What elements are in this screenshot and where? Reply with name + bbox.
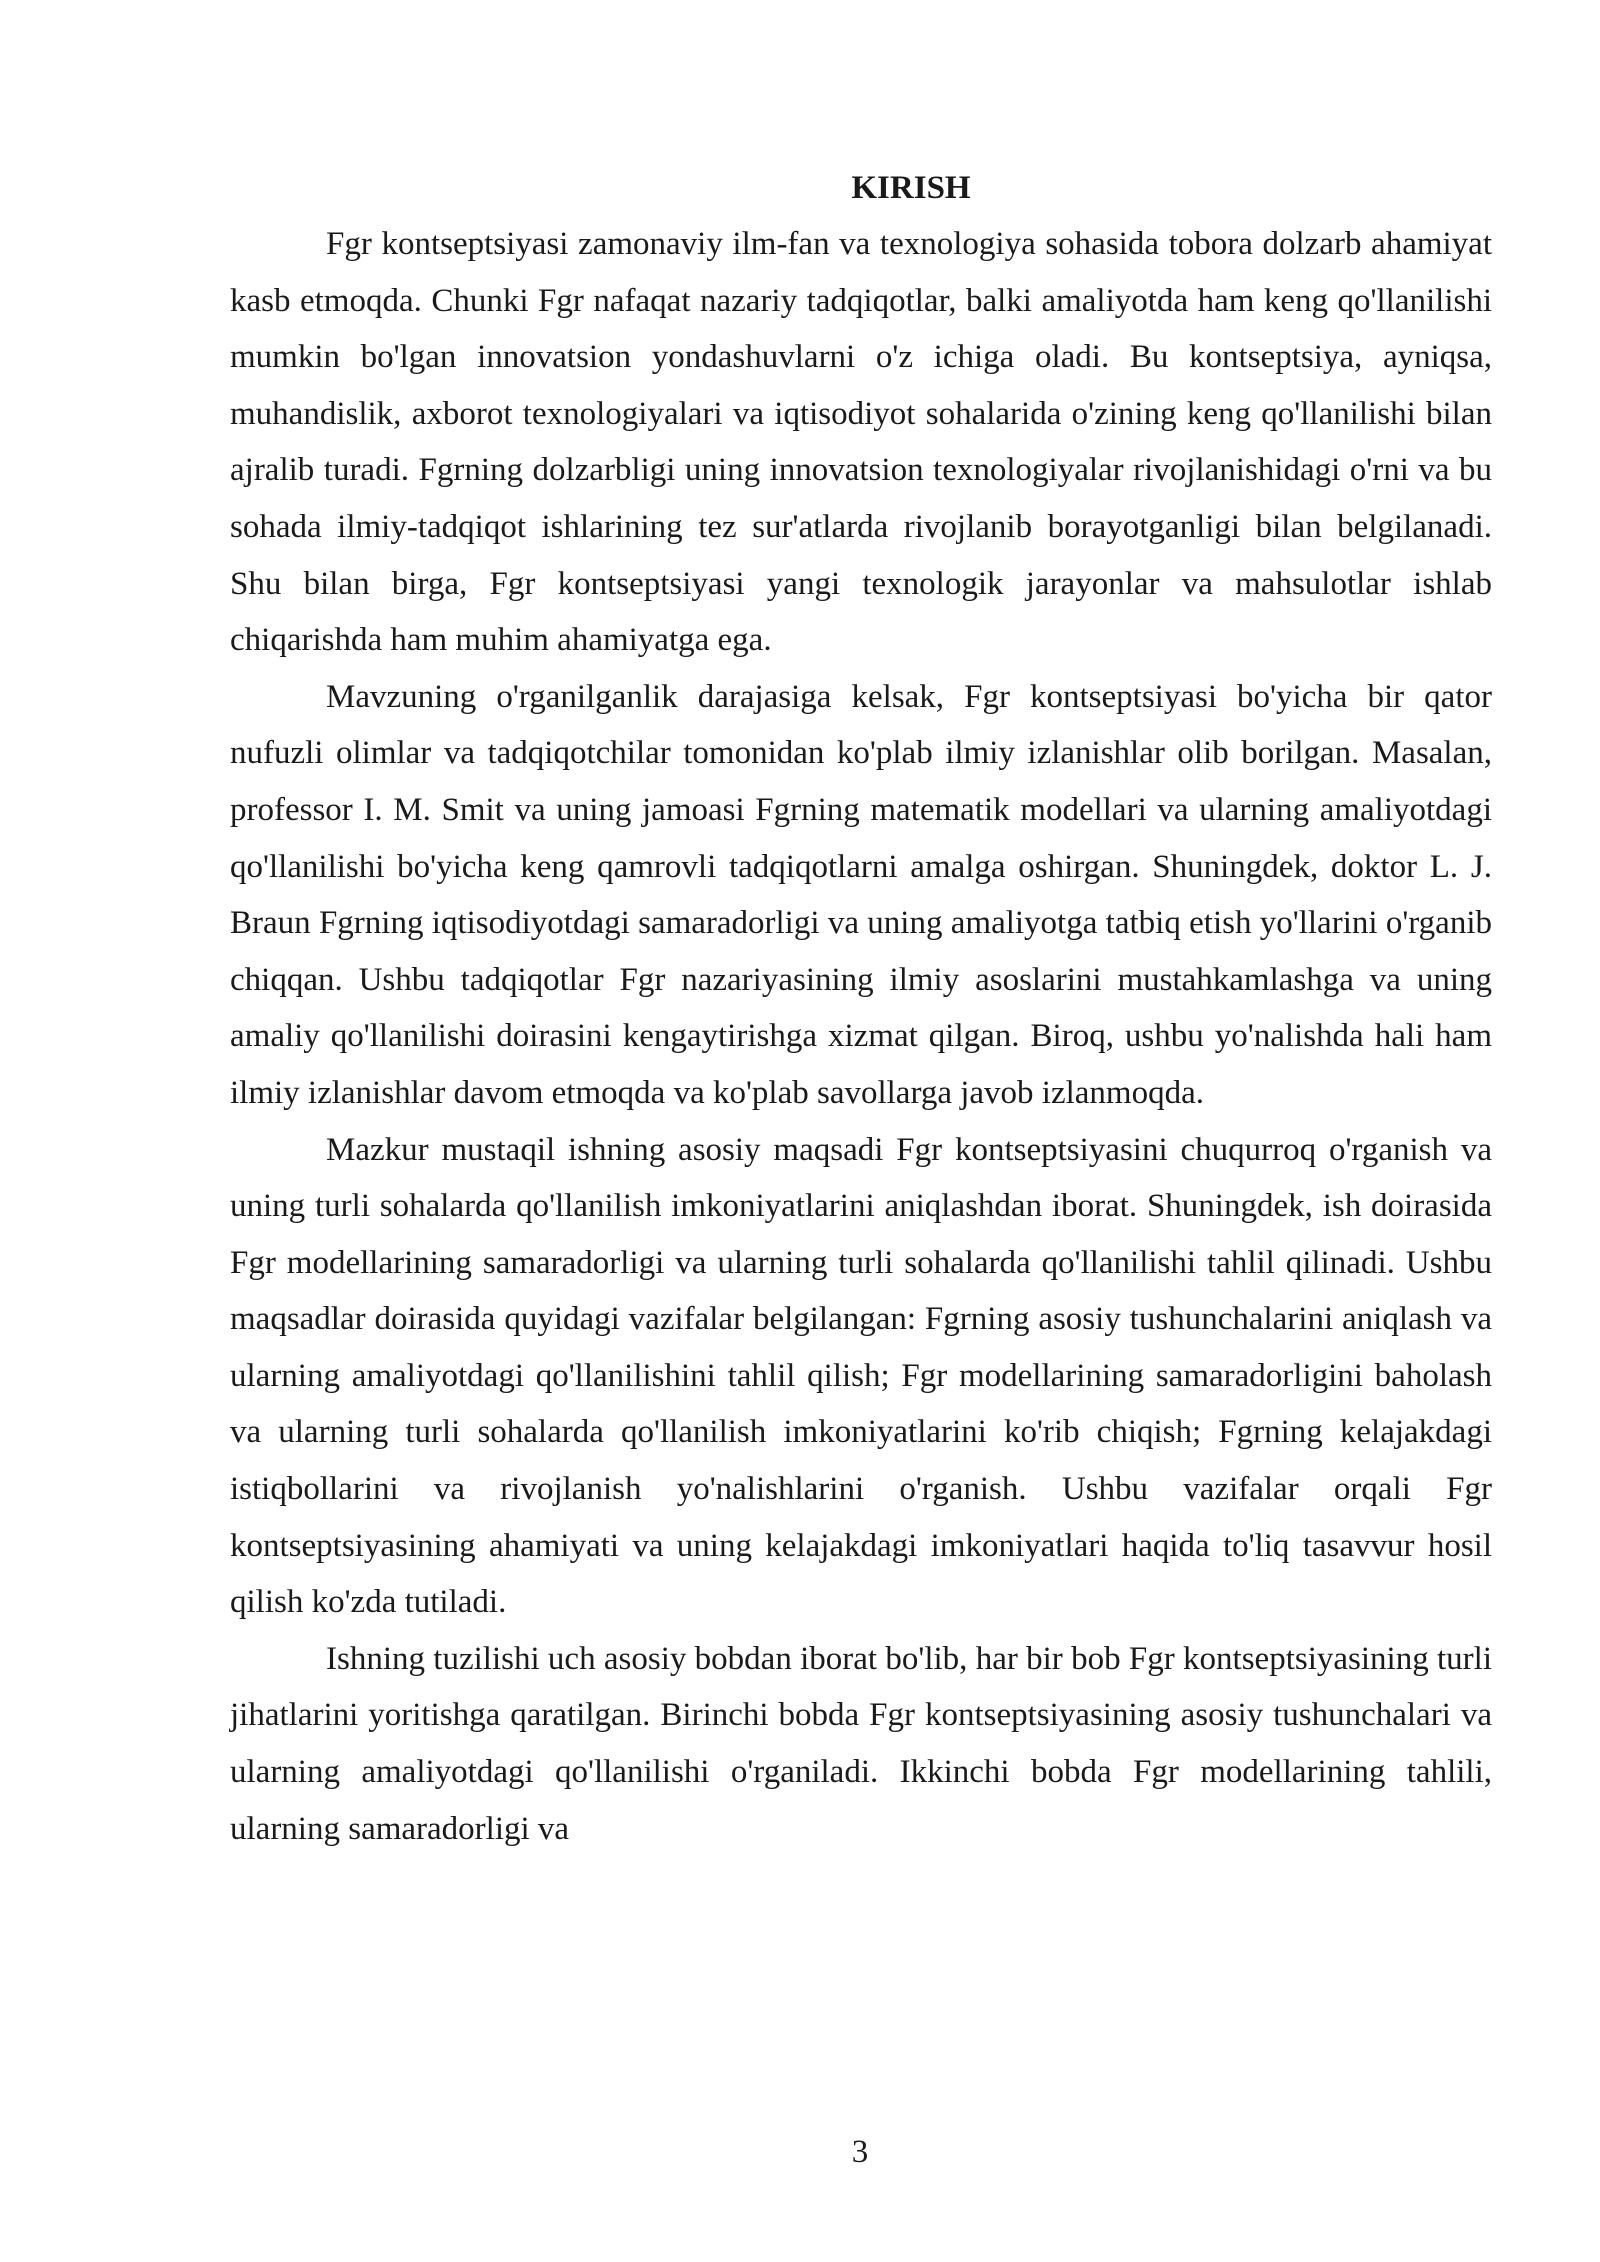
paragraph-structure: Ishning tuzilishi uch asosiy bobdan iborat bo'lib, har bir bob Fgr kontseptsiyasining turli jihatlarini yoritishga qaratilgan. Birinchi bobda Fgr kontseptsiyasining asosiy tushunchalari va ularning amaliyotdagi qo'llanilishi o'rganiladi. Ikkinchi bobda Fgr modellarining tahlili, ularning samaradorligi va bbox=[230, 1640, 1492, 1847]
document-page bbox=[230, 160, 1492, 1857]
page-number: 3 bbox=[851, 2134, 869, 2170]
paragraph-goals-tasks: Mazkur mustaqil ishning asosiy maqsadi Fgr kontseptsiyasini chuqurroq o'rganish va uning turli sohalarda qo'llanilish imkoniyatlarini aniqlashdan iborat. Shuningdek, ish doirasida Fgr modellarining samaradorligi va ularning turli sohalarda qo'llanilishi tahlil qilinadi. Ushbu maqsadlar doirasida quyidagi vazifalar belgilangan: Fgrning asosiy tushunchalarini aniqlash va ularning amaliyotdagi qo'llanilishini tahlil qilish; Fgr modellarining samaradorligini baholash va ularning turli sohalarda qo'llanilish imkoniyatlarini ko'rib chiqish; Fgrning kelajakdagi istiqbollarini va rivojlanish yo'nalishlarini o'rganish. Ushbu vazifalar orqali Fgr kontseptsiyasining ahamiyati va uning kelajakdagi imkoniyatlari haqida to'liq tasavvur hosil qilish ko'zda tutiladi. bbox=[230, 1131, 1492, 1621]
section-title: KIRISH bbox=[851, 170, 971, 206]
paragraph-literature-review: Mavzuning o'rganilganlik darajasiga kelsak, Fgr kontseptsiyasi bo'yicha bir qator nufuzli olimlar va tadqiqotchilar tomonidan ko'plab ilmiy izlanishlar olib borilgan. Masalan, professor I. M. Smit va uning jamoasi Fgrning matematik modellari va ularning amaliyotdagi qo'llanilishi bo'yicha keng qamrovli tadqiqotlarni amalga oshirgan. Shuningdek, doktor L. J. Braun Fgrning iqtisodiyotdagi samaradorligi va uning amaliyotga tatbiq etish yo'llarini o'rganib chiqqan. Ushbu tadqiqotlar Fgr nazariyasining ilmiy asoslarini mustahkamlashga va uning amaliy qo'llanilishi doirasini kengaytirishga xizmat qilgan. Biroq, ushbu yo'nalishda hali ham ilmiy izlanishlar davom etmoqda va ko'plab savollarga javob izlanmoqda. bbox=[230, 678, 1492, 1111]
paragraph-relevance: Fgr kontseptsiyasi zamonaviy ilm-fan va texnologiya sohasida tobora dolzarb ahamiyat kasb etmoqda. Chunki Fgr nafaqat nazariy tadqiqotlar, balki amaliyotda ham keng qo'llanilishi mumkin bo'lgan innovatsion yondashuvlarni o'z ichiga oladi. Bu kontseptsiya, ayniqsa, muhandislik, axborot texnologiyalari va iqtisodiyot sohalarida o'zining keng qo'llanilishi bilan ajralib turadi. Fgrning dolzarbligi uning innovatsion texnologiyalar rivojlanishidagi o'rni va bu sohada ilmiy-tadqiqot ishlarining tez sur'atlarda rivojlanib borayotganligi bilan belgilanadi. Shu bilan birga, Fgr kontseptsiyasi yangi texnologik jarayonlar va mahsulotlar ishlab chiqarishda ham muhim ahamiyatga ega. bbox=[230, 226, 1492, 659]
